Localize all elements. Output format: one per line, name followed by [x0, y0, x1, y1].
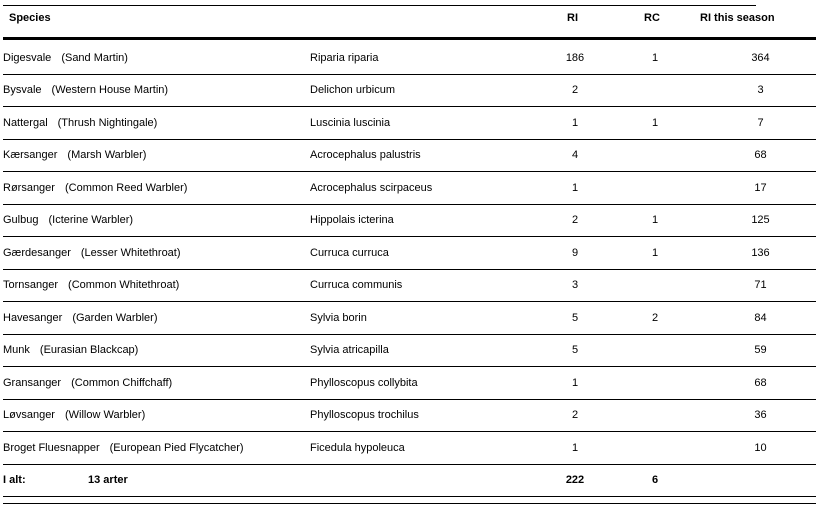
table-row: [3, 204, 816, 237]
english-name: (Sand Martin): [61, 51, 128, 64]
total-label: I alt:: [3, 474, 26, 487]
ri-season-value: 136: [705, 237, 816, 270]
english-name: (Garden Warbler): [72, 311, 158, 324]
ri-value: 5: [545, 302, 605, 335]
ri-value: 3: [545, 269, 605, 302]
table-row: [3, 139, 816, 172]
species-cell: [3, 204, 310, 237]
danish-name: Gransanger: [3, 376, 62, 389]
species-table: [3, 42, 816, 497]
ri-season-value: 10: [705, 432, 816, 465]
english-name: (Thrush Nightingale): [57, 116, 158, 129]
header-rc: RC: [644, 12, 660, 24]
table-row: [3, 269, 816, 302]
ri-season-value: 59: [705, 334, 816, 367]
species-cell: [3, 302, 310, 335]
danish-name: Løvsanger: [3, 409, 55, 422]
header-ri: RI: [567, 12, 578, 24]
species-cell: [3, 107, 310, 140]
species-cell: [3, 399, 310, 432]
header-rule: [3, 37, 816, 40]
table-row: [3, 399, 816, 432]
species-cell: [3, 269, 310, 302]
table-row: [3, 367, 816, 400]
table-row: [3, 42, 816, 74]
latin-name: Curruca communis: [310, 269, 545, 302]
ri-value: 1: [545, 432, 605, 465]
ri-season-value: 68: [705, 139, 816, 172]
english-name: (Common Whitethroat): [68, 279, 180, 292]
latin-name: Sylvia borin: [310, 302, 545, 335]
rc-value: 1: [605, 204, 705, 237]
danish-name: Munk: [3, 344, 30, 357]
english-name: (Common Chiffchaff): [71, 376, 173, 389]
rc-value: 1: [605, 107, 705, 140]
danish-name: Havesanger: [3, 311, 63, 324]
ri-value: 2: [545, 74, 605, 107]
latin-name: Sylvia atricapilla: [310, 334, 545, 367]
danish-name: Nattergal: [3, 116, 48, 129]
ri-value: 5: [545, 334, 605, 367]
ri-value: 9: [545, 237, 605, 270]
table-row: [3, 107, 816, 140]
total-rc: 6: [605, 464, 705, 497]
english-name: (Willow Warbler): [64, 409, 146, 422]
rc-value: [605, 334, 705, 367]
table-row: [3, 334, 816, 367]
species-cell: [3, 42, 310, 74]
danish-name: Digesvale: [3, 51, 52, 64]
ri-season-value: 3: [705, 74, 816, 107]
total-season-empty: [705, 464, 816, 497]
table-row: [3, 172, 816, 205]
ri-season-value: 68: [705, 367, 816, 400]
rc-value: 1: [605, 237, 705, 270]
latin-name: Acrocephalus scirpaceus: [310, 172, 545, 205]
ri-season-value: 84: [705, 302, 816, 335]
danish-name: Rørsanger: [3, 181, 55, 194]
table-row: [3, 432, 816, 465]
latin-name: Phylloscopus trochilus: [310, 399, 545, 432]
bottom-rule: [3, 503, 816, 504]
english-name: (Lesser Whitethroat): [80, 246, 181, 259]
header-ri-season: RI this season: [700, 12, 775, 24]
total-species-count: 13 arter: [88, 474, 128, 487]
rc-value: [605, 172, 705, 205]
ri-value: 1: [545, 172, 605, 205]
species-cell: [3, 74, 310, 107]
table-row: [3, 302, 816, 335]
ri-value: 1: [545, 367, 605, 400]
ri-season-value: 71: [705, 269, 816, 302]
rc-value: [605, 399, 705, 432]
table-row: [3, 74, 816, 107]
species-cell: [3, 172, 310, 205]
rc-value: [605, 432, 705, 465]
danish-name: Gærdesanger: [3, 246, 71, 259]
danish-name: Bysvale: [3, 84, 42, 97]
total-row: [3, 464, 816, 497]
total-latin-empty: [310, 464, 545, 497]
ri-season-value: 7: [705, 107, 816, 140]
english-name: (Common Reed Warbler): [64, 181, 188, 194]
species-cell: [3, 367, 310, 400]
ri-season-value: 125: [705, 204, 816, 237]
header-species: Species: [9, 12, 51, 24]
english-name: (Eurasian Blackcap): [39, 344, 139, 357]
danish-name: Kærsanger: [3, 149, 58, 162]
latin-name: Riparia riparia: [310, 42, 545, 74]
ri-value: 186: [545, 42, 605, 74]
latin-name: Curruca curruca: [310, 237, 545, 270]
ri-value: 1: [545, 107, 605, 140]
rc-value: 1: [605, 42, 705, 74]
species-cell: [3, 334, 310, 367]
rc-value: [605, 74, 705, 107]
latin-name: Phylloscopus collybita: [310, 367, 545, 400]
rc-value: [605, 269, 705, 302]
danish-name: Gulbug: [3, 214, 39, 227]
rc-value: [605, 139, 705, 172]
ri-value: 2: [545, 399, 605, 432]
ri-value: 2: [545, 204, 605, 237]
danish-name: Tornsanger: [3, 279, 59, 292]
english-name: (Icterine Warbler): [48, 214, 134, 227]
total-cell: [3, 464, 310, 497]
species-cell: [3, 139, 310, 172]
species-cell: [3, 237, 310, 270]
latin-name: Hippolais icterina: [310, 204, 545, 237]
rc-value: [605, 367, 705, 400]
ri-season-value: 364: [705, 42, 816, 74]
ri-season-value: 17: [705, 172, 816, 205]
latin-name: Delichon urbicum: [310, 74, 545, 107]
latin-name: Ficedula hypoleuca: [310, 432, 545, 465]
table-row: [3, 237, 816, 270]
rc-value: 2: [605, 302, 705, 335]
species-cell: [3, 432, 310, 465]
table-header: [3, 6, 816, 38]
total-ri: 222: [545, 464, 605, 497]
english-name: (Western House Martin): [51, 84, 169, 97]
english-name: (European Pied Flycatcher): [109, 441, 244, 454]
danish-name: Broget Fluesnapper: [3, 441, 100, 454]
english-name: (Marsh Warbler): [67, 149, 147, 162]
ri-value: 4: [545, 139, 605, 172]
ri-season-value: 36: [705, 399, 816, 432]
latin-name: Luscinia luscinia: [310, 107, 545, 140]
latin-name: Acrocephalus palustris: [310, 139, 545, 172]
